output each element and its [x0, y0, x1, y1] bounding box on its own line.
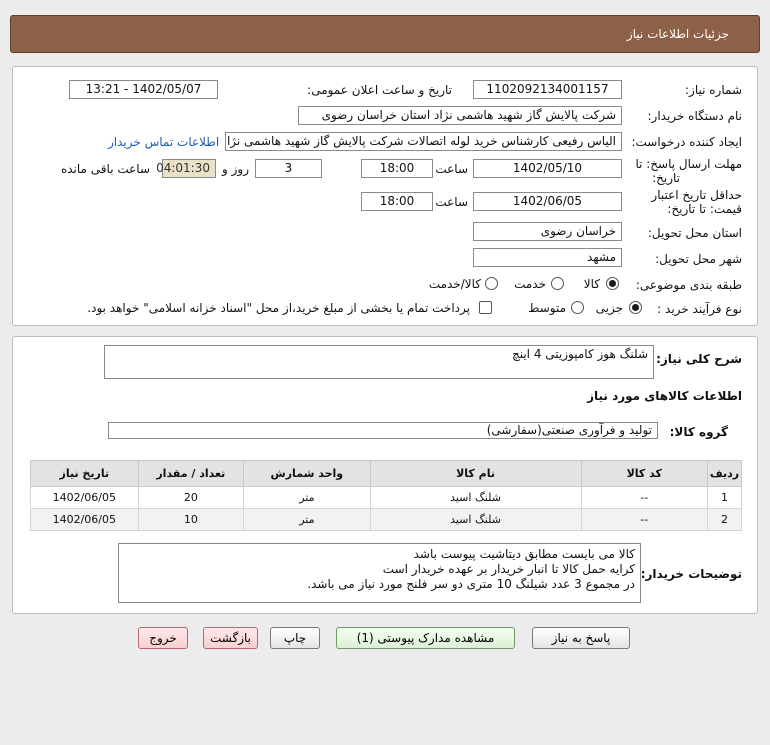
deadline-label-2: تاریخ: — [652, 171, 680, 185]
announce-field: 1402/05/07 - 13:21 — [69, 80, 218, 99]
category-radio-service[interactable] — [551, 277, 564, 290]
category-radio-goods[interactable] — [606, 277, 619, 290]
category-option-service: خدمت — [514, 277, 546, 291]
deadline-date-field: 1402/05/10 — [473, 159, 622, 178]
validity-label-2: قیمت: تا تاریخ: — [667, 202, 742, 216]
process-label: نوع فرآیند خرید : — [657, 302, 742, 316]
cell-unit: متر — [244, 509, 371, 531]
category-label: طبقه بندی موضوعی: — [635, 278, 742, 292]
deadline-time-label: ساعت — [435, 162, 468, 176]
creator-field: الیاس رفیعی کارشناس خرید لوله اتصالات شرکت پالایش گاز شهید هاشمی نژا — [225, 132, 622, 151]
category-option-both: کالا/خدمت — [428, 277, 481, 291]
deadline-time-field: 18:00 — [361, 159, 433, 178]
process-option-medium: متوسط — [528, 301, 566, 315]
cell-name: شلنگ اسید — [370, 487, 581, 509]
treasury-payment-note: پرداخت تمام یا بخشی از مبلغ خرید،از محل "اسناد خزانه اسلامی" خواهد بود. — [87, 301, 470, 315]
days-label: روز و — [222, 162, 249, 176]
process-radio-medium[interactable] — [571, 301, 584, 314]
city-field: مشهد — [473, 248, 622, 267]
category-option-goods: کالا — [583, 277, 600, 291]
cell-row: 2 — [708, 509, 742, 531]
col-code: کد کالا — [581, 461, 708, 487]
cell-date: 1402/06/05 — [31, 487, 139, 509]
col-row: ردیف — [708, 461, 742, 487]
reply-button[interactable]: پاسخ به نیاز — [532, 627, 630, 649]
goods-table-header — [31, 461, 742, 487]
col-name: نام کالا — [370, 461, 581, 487]
validity-label: حداقل تاریخ اعتبار — [651, 188, 742, 202]
need-number-label: شماره نیاز: — [685, 83, 742, 97]
summary-label: شرح کلی نیاز: — [656, 352, 742, 366]
buyer-note-line: کالا می بایست مطابق دیتاشیت پیوست باشد — [413, 547, 635, 561]
page-title: جزئیات اطلاعات نیاز — [626, 27, 729, 41]
cell-row: 1 — [708, 487, 742, 509]
goods-section-title: اطلاعات کالاهای مورد نیاز — [587, 389, 742, 403]
validity-time-field: 18:00 — [361, 192, 433, 211]
page-header — [10, 15, 760, 53]
cell-qty: 10 — [138, 509, 243, 531]
buyer-note-line: کرایه حمل کالا تا انبار خریدار بر عهده خریدار است — [382, 562, 635, 576]
announce-label: تاریخ و ساعت اعلان عمومی: — [307, 83, 452, 97]
cell-name: شلنگ اسید — [370, 509, 581, 531]
cell-code: -- — [581, 509, 708, 531]
process-radio-minor[interactable] — [629, 301, 642, 314]
cell-code: -- — [581, 487, 708, 509]
buyer-contact-link[interactable]: اطلاعات تماس خریدار — [108, 135, 220, 149]
col-unit: واحد شمارش — [244, 461, 371, 487]
table-row — [31, 487, 742, 509]
creator-label: ایجاد کننده درخواست: — [631, 135, 742, 149]
col-date: تاریخ نیاز — [31, 461, 139, 487]
need-number-field: 1102092134001157 — [473, 80, 622, 99]
goods-table — [30, 460, 742, 531]
cell-qty: 20 — [138, 487, 243, 509]
days-field: 3 — [255, 159, 322, 178]
remaining-label: ساعت باقی مانده — [60, 162, 150, 176]
goods-group-field: تولید و فرآوری صنعتی(سفارشی) — [108, 422, 658, 439]
back-button[interactable]: بازگشت — [203, 627, 258, 649]
table-row — [31, 509, 742, 531]
province-label: استان محل تحویل: — [647, 226, 742, 240]
city-label: شهر محل تحویل: — [655, 252, 742, 266]
validity-time-label: ساعت — [435, 195, 468, 209]
summary-field: شلنگ هوز کامپوزیتی 4 اینچ — [104, 345, 654, 379]
buyer-org-field: شرکت پالایش گاز شهید هاشمی نژاد استان خراسان رضوی — [298, 106, 622, 125]
print-button[interactable]: چاپ — [270, 627, 320, 649]
treasury-payment-checkbox[interactable] — [479, 301, 492, 314]
exit-button[interactable]: خروج — [138, 627, 188, 649]
process-option-minor: جزیی — [595, 301, 623, 315]
buyer-notes-field — [118, 543, 641, 603]
deadline-label: مهلت ارسال پاسخ: تا — [635, 157, 742, 171]
province-field: خراسان رضوی — [473, 222, 622, 241]
buyer-note-line: در مجموع 3 عدد شیلنگ 10 متری دو سر فلنج مورد نیاز می باشد. — [307, 577, 635, 591]
category-radio-both[interactable] — [485, 277, 498, 290]
remaining-time-field: 04:01:30 — [162, 159, 216, 178]
col-qty: تعداد / مقدار — [138, 461, 243, 487]
validity-date-field: 1402/06/05 — [473, 192, 622, 211]
buyer-notes-label: توضیحات خریدار: — [640, 567, 742, 581]
cell-unit: متر — [244, 487, 371, 509]
goods-group-label: گروه کالا: — [669, 425, 728, 439]
attachments-button[interactable]: مشاهده مدارک پیوستی (1) — [336, 627, 515, 649]
cell-date: 1402/06/05 — [31, 509, 139, 531]
buyer-org-label: نام دستگاه خریدار: — [647, 109, 742, 123]
